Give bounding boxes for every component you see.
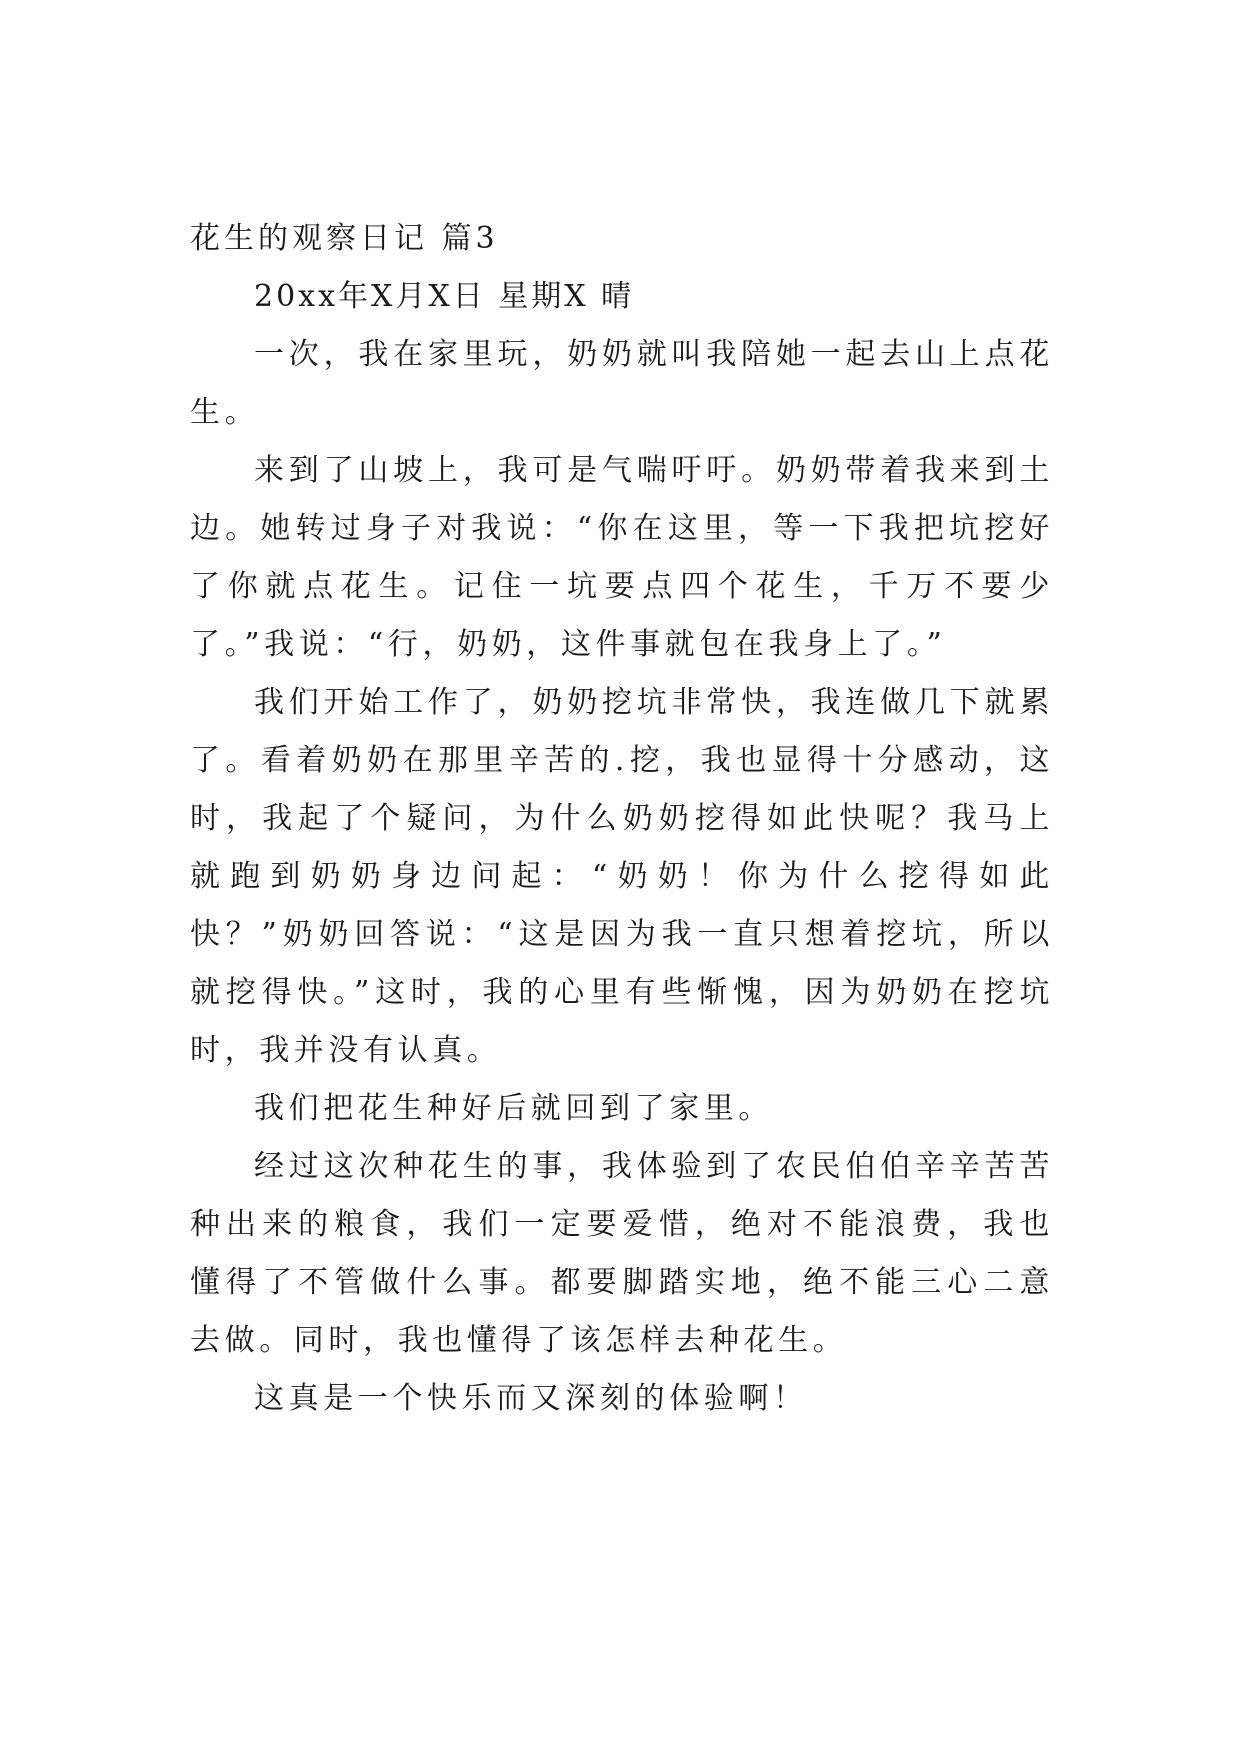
- document-title: 花生的观察日记 篇3: [190, 221, 499, 256]
- date-weather-line: 20xx年X月X日 星期X 晴: [254, 279, 635, 314]
- paragraph-6: 这真是一个快乐而又深刻的体验啊！: [254, 1381, 808, 1416]
- paragraph-1: 一次，我在家里玩，奶奶就叫我陪她一起去山上点花生。: [190, 337, 1054, 430]
- document-page: [190, 210, 1054, 1428]
- paragraph-5: 经过这次种花生的事，我体验到了农民伯伯辛辛苦苦种出来的粮食，我们一定要爱惜，绝对不能浪费，我也懂得了不管做什么事。都要脚踏实地，绝不能三心二意去做。同时，我也懂得了该怎样去种花生。: [190, 1149, 1054, 1358]
- paragraph-2: 来到了山坡上，我可是气喘吁吁。奶奶带着我来到土边。她转过身子对我说：“你在这里，等一下我把坑挖好了你就点花生。记住一坑要点四个花生，千万不要少了。”我说：“行，奶奶，这件事就包在我身上了。”: [190, 453, 1054, 662]
- paragraph-3: 我们开始工作了，奶奶挖坑非常快，我连做几下就累了。看着奶奶在那里辛苦的.挖，我也显得十分感动，这时，我起了个疑问，为什么奶奶挖得如此快呢？我马上就跑到奶奶身边问起：“奶奶！你为什么挖得如此快？”奶奶回答说：“这是因为我一直只想着挖坑，所以就挖得快。”这时，我的心里有些惭愧，因为奶奶在挖坑时，我并没有认真。: [190, 685, 1054, 1068]
- paragraph-4: 我们把花生种好后就回到了家里。: [254, 1091, 773, 1126]
